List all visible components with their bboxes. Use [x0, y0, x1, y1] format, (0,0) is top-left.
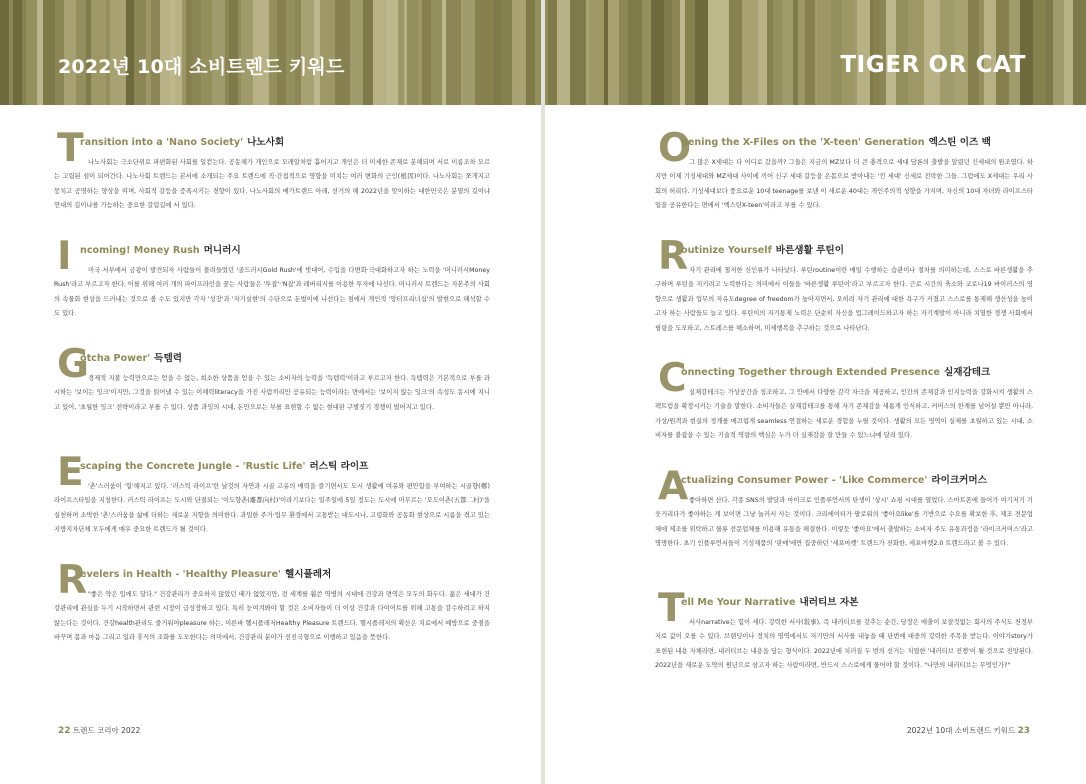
drop-cap: C — [658, 356, 687, 401]
entry-body: 좋아하면 산다. 각종 SNS의 발달과 마이크로 인플루언서의 탄생이 '상시' 쇼핑 시대를 열었다. 스마트폰에 들어가 여기저기 기웃거리다가 좋아하는 게 보이면 그냥 눌러서 사는 것이다. 크리에이터가 팔로워의 '좋아요like'를 기반으로 수요를 확보한 후, 제조 전문업체에 제조를 위탁하고 물류 전문업체를 이용해 유통을 해결한다. 이렇듯 '좋아요'에서 출발하는 소비자 주도 유통과정을 '라이크커머스'라고 명명한다. 초기 인플루언서들이 기성제품의 '판매'에만 집중하던 '세포마켓' 트렌드가 진화한, 세포마켓2.0 트렌드라고 볼 수 있다. — [655, 497, 1033, 548]
entry-body: 서사narrative는 힘이 세다. 강력한 서사(敍事), 즉 내러티브를 갖추는 순간, 당장은 매출이 보잘것없는 회사의 주식도 천정부지로 값이 오를 수 있다. 브랜딩이나 정치의 영역에서도 자기만의 서사를 내놓을 때 단번에 대중의 강력한 주목을 받는다. 이야기story가 표현된 내용 자체라면, 내러티브는 내용을 담는 형식이다. 2022년에 치러질 두 번의 선거는 치열한 '내러티브 전쟁'이 될 것으로 전망된다. 2022년을 새로운 도약의 원년으로 삼고자 하는 사람이라면, 반드시 스스로에게 물어야 할 것이다. "나만의 내러티브는 무엇인가?" — [655, 619, 1033, 670]
running-footer: 2022년 10대 소비트렌드 키워드 — [906, 726, 1016, 735]
trend-entry-x-teen — [655, 126, 1033, 234]
left-banner — [0, 0, 541, 105]
trend-entry-routinize-yourself — [655, 234, 1033, 356]
left-banner-title: 2022년 10대 소비트렌드 키워드 — [58, 56, 345, 78]
left-column — [54, 126, 490, 674]
right-column — [655, 126, 1033, 708]
entry-heading — [655, 356, 1033, 401]
entry-title: onnecting Together through Extended Presence 실재감테크 — [681, 367, 991, 378]
entry-heading — [54, 234, 490, 279]
right-banner-title: TIGER OR CAT — [840, 52, 1026, 78]
entry-heading — [655, 126, 1033, 171]
trend-entry-narrative — [655, 586, 1033, 708]
right-folio — [907, 725, 1030, 736]
entry-body: 경제적 지불 능력만으로는 얻을 수 없는, 희소한 상품을 얻을 수 있는 소비자의 능력을 '득템력'이라고 부르고자 한다. 득템력은 기본적으로 부를 과시하는 '보이는 잉크'이지만, 그것을 읽어낼 수 있는 이해력literacy을 가진 사람끼리만 공유되는 능력이라는 면에서는 '보이지 않는 잉크'의 속성도 동시에 지니고 있어, '초월한 잉크' 전략이라고 부를 수 있다. 상품 과잉의 시대, 돈만으로는 부를 표현할 수 없는 현대판 구별짓기 경쟁이 벌어지고 있다. — [54, 375, 490, 411]
trend-entry-nano-society — [54, 126, 490, 234]
entry-title: scaping the Concrete Jungle - 'Rustic Life' 러스틱 라이프 — [80, 461, 369, 472]
entry-title: pening the X-Files on the 'X-teen' Generation 엑스틴 이즈 백 — [681, 137, 991, 148]
trend-entry-like-commerce — [655, 464, 1033, 586]
entry-body: 나노사회는 극소단위로 파편화된 사회를 일컫는다. 공동체가 개인으로 모래알처럼 흩어지고 개인은 더 미세한 존재로 분해되며 서로 이름조차 모르는 고립된 섬이 되어간다. 나노사회 트렌드는 본서에 소개되는 주요 트렌드에 직·간접적으로 영향을 미치는 여러 변화의 근인(根因)이다. 나노사회는 쪼개지고 뭉치고 공명하는 양상을 띠며, 사회적 갈등을 증폭시키는 경향이 있다. 나노사회의 메가트렌드 아래, 선거의 해 2022년을 맞이하는 대한민국은 분열의 길이냐 연대의 길이냐를 가늠하는 중요한 갈림길에 서 있다. — [54, 159, 490, 210]
drop-cap: A — [658, 464, 689, 509]
drop-cap: I — [57, 234, 72, 279]
entry-title: ctualizing Consumer Power - 'Like Commerce' 라이크커머스 — [681, 475, 987, 486]
entry-heading — [54, 342, 490, 387]
drop-cap: T — [658, 586, 685, 631]
drop-cap: O — [658, 126, 692, 171]
drop-cap: T — [57, 126, 84, 171]
page-number: 22 — [58, 726, 71, 736]
entry-body: 실재감테크는 가상공간을 칭조하고, 그 안에서 다양한 감각 자극을 제공하고, 인간의 존재감과 인지능력을 강화시켜 생활의 스펙트럼을 확장시키는 기술을 말한다. 소비자들은 실재감테크를 통해 자기 존재감을 새롭게 인식하고, 커머스의 한계를 넘어설 뿐만 아니라, 가상/원격과 현실의 경계를 매끄럽게 seamless 연결하는 새로운 경험을 누릴 것이다. 생활의 모든 영역이 실제를 초월하고 있는 시대, 소비자를 붙잡을 수 있는 기술적 역량의 핵심은 누가 더 실재감을 잘 만들 수 있느냐에 달려 있다. — [655, 389, 1033, 440]
left-folio — [58, 725, 140, 736]
trend-entry-gotcha-power — [54, 342, 490, 450]
entry-heading — [54, 558, 490, 603]
drop-cap: R — [658, 234, 689, 279]
entry-heading — [54, 126, 490, 171]
entry-title: ransition into a 'Nano Society' 나노사회 — [80, 137, 285, 148]
entry-body: '촌'스러움이 '힙'해지고 있다. '러스틱 라이프'란 날것의 자연과 시골 고유의 매력을 즐기면서도 도시 생활에 여유와 편안함을 부여하는 시골향(鄕) 라이프스타일을 지칭한다. 러스틱 라이프는 도시와 단절되는 '이도향촌(離都向村)'이라기보다는 일주일에 5일 정도는 도시에 머무르는 '오도이촌(五都二村)'을 실천하며 소박한 '촌'스러움을 삶에 더하는 새로운 지향을 의미한다. 과밀한 주거·업무 환경에서 고통받는 대도시나, 고령화와 공동화 현상으로 시름을 겪고 있는 지방지자단체 모두에게 매우 중요한 트렌드가 될 것이다. — [54, 483, 490, 534]
trend-entry-rustic-life — [54, 450, 490, 558]
entry-heading — [655, 464, 1033, 509]
entry-heading — [54, 450, 490, 495]
entry-body: 미국 서부에서 금광이 발견되자 사람들이 몰려들었던 '골드러시Gold Rush'에 빗대어, 수입을 다변화·극대화하고자 하는 노력을 '머니러시Money Rush'라고 부르고자 한다. 이를 위해 여러 개의 파이프라인을 꽂는 사람들은 '투잡'·'N잡'과 레버리지를 이용한 투자에 나선다. 머니러시 트렌드는 자본주의 사회의 속물화 현상을 드러내는 것으로 볼 수도 있지만 각자 '성장'과 '자기실현'의 수단으로 돈벌이에 나선다는 점에서 개인적 '앙터프리너십'의 발현으로 해석할 수도 있다. — [54, 267, 490, 318]
left-page — [0, 0, 541, 784]
entry-heading — [655, 586, 1033, 631]
entry-title: ncoming! Money Rush 머니러시 — [80, 245, 241, 256]
page-number: 23 — [1017, 726, 1030, 736]
entry-heading — [655, 234, 1033, 279]
right-page — [545, 0, 1086, 784]
trend-entry-money-rush — [54, 234, 490, 342]
drop-cap: E — [57, 450, 84, 495]
right-banner — [545, 0, 1086, 105]
running-footer: 트렌드 코리아 2022 — [72, 726, 141, 735]
entry-title: otcha Power' 득템력 — [80, 353, 182, 364]
entry-title: outinize Yourself 바른생활 루틴이 — [681, 245, 844, 256]
drop-cap: R — [57, 558, 88, 603]
drop-cap: G — [57, 342, 90, 387]
entry-body: 자기 관리에 철저한 신인류가 나타났다. 루틴routine이란 매일 수행하는 습관이나 절차를 의미하는데, 스스로 바른생활을 추구하며 루틴을 지키려고 노력한다는 의미에서 이들을 '바른생활 루틴이'라고 부르고자 한다. 근로 시간의 축소와 코로나19 바이러스의 영향으로 생활과 업무의 자유도degree of freedom가 높아지면서, 오히려 자기 관리에 대한 욕구가 커졌고 스스로를 통제해 생산성을 높이고자 하는 사람들도 늘고 있다. 루틴이의 자기통제 노력은 단순히 자신을 업그레이드하고자 하는 자기계발이 아니라 치열한 경쟁 사회에서 필링을 도모하고, 스트레스를 해소하며, 미세행복을 추구하는 것으로 나타난다. — [655, 267, 1033, 332]
entry-body: 그 많은 X세대는 다 어디로 갔을까? 그들은 지금의 MZ보다 더 큰 충격으로 세대 담론의 출발을 알렸던 신세대의 원조였다. 하지만 이제 기성세대와 MZ세대 사이에 끼어 신구 세대 갈등을 온몸으로 받아내는 '낀 세대' 신세로 전락한 그들. 그럼에도 X세대는 우리 사회의 허리다. 기성세대보다 풍요로운 10대 teenage를 보낸 이 새로운 40대는 개인주의적 성향을 가지며, 자신의 10대 자녀와 라이프스타일을 공유한다는 면에서 '엑스틴X-teen'이라고 부를 수 있다. — [655, 159, 1033, 210]
entry-title: evelers in Health - 'Healthy Pleasure' 헬시플레저 — [80, 569, 332, 580]
entry-title: ell Me Your Narrative 내러티브 자본 — [681, 597, 859, 608]
trend-entry-healthy-pleasure — [54, 558, 490, 674]
entry-body: "좋은 약은 입에도 달다." 건강관리가 중요하지 않았던 때가 없었지만, 전 세계를 휩쓴 역병의 시대에 건강과 면역은 모두의 화두다. 젊은 세대가 건강관리에 관심을 두기 시작하면서 관련 시장이 급성장하고 있다. 특히 눈여겨봐야 할 것은 소비자들이 더 이상 건강과 다이어트를 위해 고통을 감수하려고 하지 않는다는 것이다. 건강health관리도 즐거워야pleasure 하는, 이른바 헬시플레저Healthy Pleasure 트렌드다. 헬시플레저의 확산은 치료에서 예방으로 중점을 바꾸며 몸과 마음 그리고 일과 휴식의 조화를 도모한다는 의미에서, 건강관리 분야가 선진국형으로 이행하고 있음을 뜻한다. — [54, 591, 490, 642]
trend-entry-extended-presence — [655, 356, 1033, 464]
